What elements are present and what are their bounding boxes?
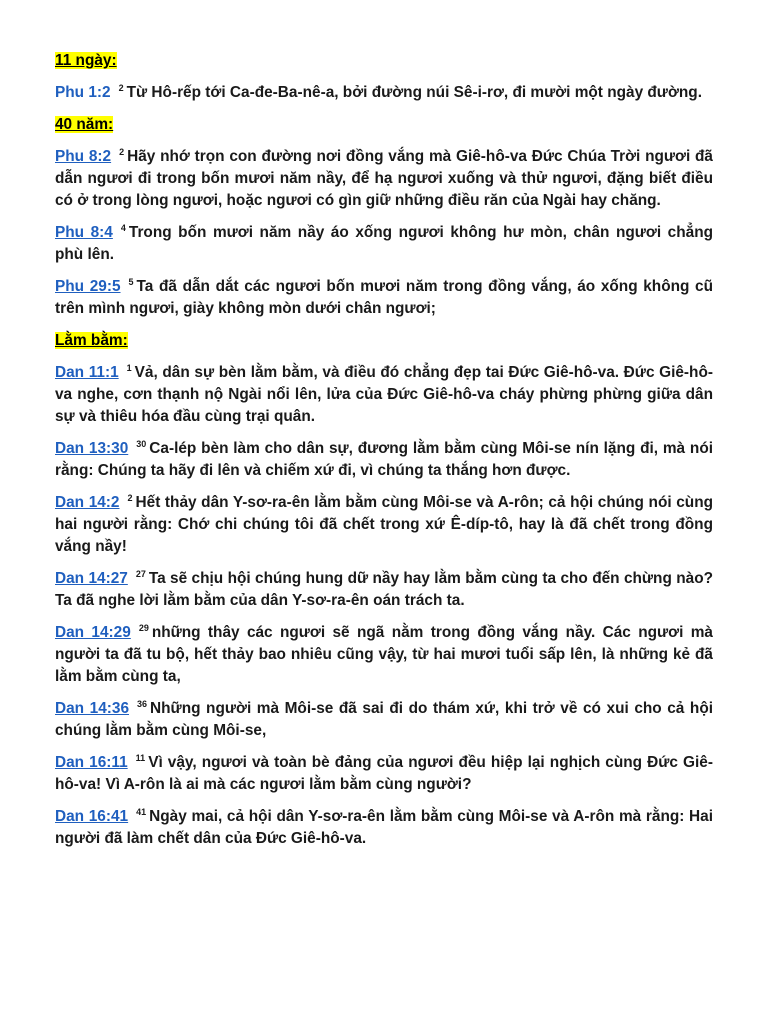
verse-text: Ngày mai, cả hội dân Y-sơ-ra-ên lằm bằm cùng Môi-se và A-rôn mà rằng: Hai người đã làm chết dân của Đức Giê-hô-va.	[55, 808, 713, 847]
verse-number: 1	[126, 362, 132, 373]
verse	[55, 622, 713, 688]
verse	[55, 438, 713, 482]
verse-text: Trong bốn mươi năm nầy áo xống ngươi không hư mòn, chân ngươi chẳng phù lên.	[55, 224, 713, 263]
verse-number: 2	[118, 82, 124, 93]
verse-number: 2	[127, 492, 133, 503]
verse-reference-link[interactable]: Dan 16:11	[55, 754, 128, 771]
section-heading: Lằm bằm:	[55, 332, 128, 349]
verse	[55, 698, 713, 742]
verse	[55, 806, 713, 850]
verse	[55, 146, 713, 212]
verse-reference-link[interactable]: Dan 13:30	[55, 440, 129, 457]
verse-text: Vả, dân sự bèn lằm bằm, và điều đó chẳng đẹp tai Đức Giê-hô-va. Đức Giê-hô-va nghe, cơn thạnh nộ Ngài nổi lên, lửa của Đức Giê-hô-va cháy phừng phừng giữa dân sự và thiêu hóa đầu cùng trại quân.	[55, 364, 713, 425]
verse-text: Hết thảy dân Y-sơ-ra-ên lằm bằm cùng Môi-se và A-rôn; cả hội chúng nói cùng hai người rằng: Chớ chi chúng tôi đã chết trong xứ Ê-díp-tô, hay là đã chết trong đồng vắng nầy!	[55, 494, 714, 555]
verse	[55, 752, 713, 796]
verse-reference-link[interactable]: Phu 8:4	[55, 224, 113, 241]
document-page	[55, 50, 713, 860]
verse-reference-link[interactable]: Dan 14:2	[55, 494, 120, 511]
verse-number: 4	[120, 222, 126, 233]
verse-reference: Phu 1:2	[55, 84, 111, 101]
verse-number: 41	[136, 806, 147, 817]
verse-text: Ta đã dẫn dắt các ngươi bốn mươi năm trong đồng vắng, áo xống không cũ trên mình ngươi, giày không mòn dưới chân ngươi;	[55, 278, 713, 317]
verse-number: 2	[119, 146, 125, 157]
verse-number: 30	[136, 438, 147, 449]
verse-reference-link[interactable]: Phu 29:5	[55, 278, 121, 295]
verse-text: Ta sẽ chịu hội chúng hung dữ nầy hay lằm bằm cùng ta cho đến chừng nào? Ta đã nghe lời lằm bằm của dân Y-sơ-ra-ên oán trách ta.	[55, 570, 713, 609]
verse-text: Vì vậy, ngươi và toàn bè đảng của ngươi đều hiệp lại nghịch cùng Đức Giê-hô-va! Vì A-rôn là ai mà các ngươi lằm bằm cùng người?	[55, 754, 713, 793]
verse-number: 11	[135, 752, 146, 763]
verse-text: Ca-lép bèn làm cho dân sự, đương lằm bằm cùng Môi-se nín lặng đi, mà nói rằng: Chúng ta hãy đi lên và chiếm xứ đi, vì chúng ta thắng hơn được.	[55, 440, 713, 479]
verse	[55, 568, 713, 612]
verse-text: Những người mà Môi-se đã sai đi do thám xứ, khi trở về có xui cho cả hội chúng lằm bằm cùng Môi-se,	[55, 700, 714, 739]
verse-reference-link[interactable]: Dan 14:29	[55, 624, 131, 641]
verse	[55, 492, 713, 558]
verse-number: 29	[138, 622, 149, 633]
verse	[55, 82, 713, 104]
verse	[55, 362, 713, 428]
section-heading: 11 ngày:	[55, 52, 117, 69]
verse-text: những thây các ngươi sẽ ngã nằm trong đồng vắng nầy. Các ngươi mà người ta đã tu bộ, hết thảy bao nhiêu cũng vậy, từ hai mươi tuổi sấp lên, là những kẻ đã lằm bằm cùng ta,	[55, 624, 713, 685]
verse	[55, 276, 713, 320]
section-heading: 40 năm:	[55, 116, 114, 133]
verse-reference-link[interactable]: Dan 16:41	[55, 808, 129, 825]
verse-reference-link[interactable]: Phu 8:2	[55, 148, 112, 165]
verse-number: 36	[137, 698, 148, 709]
verse-reference-link[interactable]: Dan 11:1	[55, 364, 119, 381]
verse	[55, 222, 713, 266]
verse-text: Từ Hô-rếp tới Ca-đe-Ba-nê-a, bởi đường núi Sê-i-rơ, đi mười một ngày đường.	[126, 84, 702, 101]
verse-number: 5	[128, 276, 134, 287]
verse-reference-link[interactable]: Dan 14:27	[55, 570, 128, 587]
verse-reference-link[interactable]: Dan 14:36	[55, 700, 130, 717]
verse-number: 27	[135, 568, 146, 579]
verse-text: Hãy nhớ trọn con đường nơi đồng vắng mà Giê-hô-va Đức Chúa Trời ngươi đã dẫn ngươi đi trong bốn mươi năm nầy, để hạ ngươi xuống và thử ngươi, đặng biết điều có ở trong lòng ngươi, hoặc ngươi có gìn giữ những điều răn của Ngài hay chăng.	[55, 148, 713, 209]
